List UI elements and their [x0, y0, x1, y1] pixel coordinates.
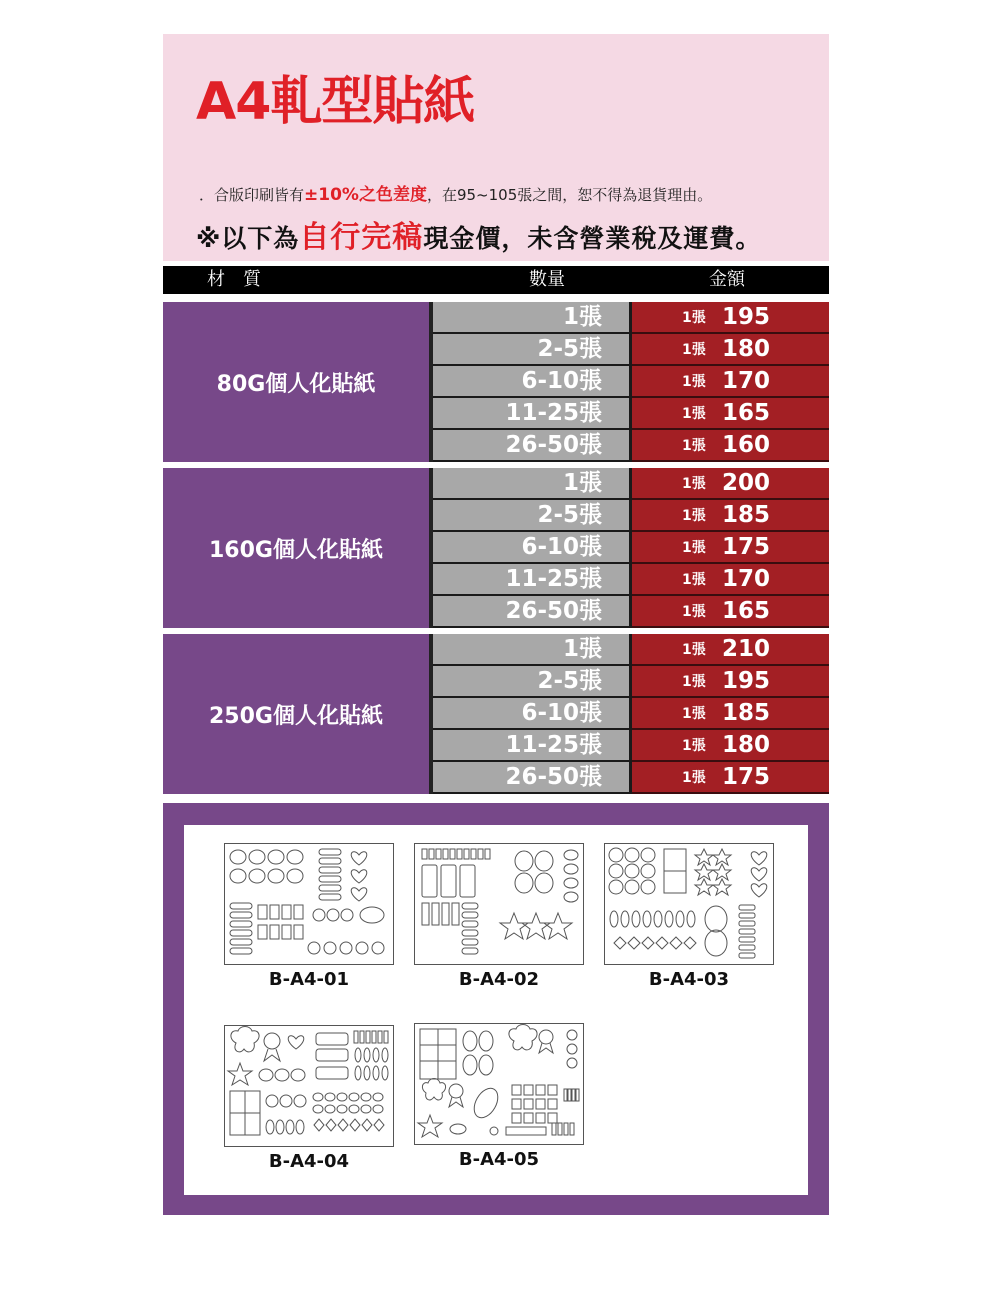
unit-label: 1張	[682, 770, 706, 786]
unit-label: 1張	[682, 738, 706, 754]
quantity-label: 2-5張	[537, 668, 602, 694]
quantity-cell	[433, 500, 629, 532]
quantity-cell	[433, 430, 629, 462]
note2-highlight: 自行完稿	[299, 220, 424, 255]
price-cell	[632, 666, 829, 698]
price-cell	[632, 500, 829, 532]
price-amount: 185	[722, 502, 771, 528]
quantity-cell	[433, 634, 629, 666]
group-rows	[433, 468, 829, 628]
price-cell	[632, 762, 829, 794]
table-row	[433, 500, 829, 532]
quantity-cell	[433, 730, 629, 762]
table-row	[433, 698, 829, 730]
unit-label: 1張	[682, 572, 706, 588]
quantity-cell	[433, 366, 629, 398]
unit-label: 1張	[682, 476, 706, 492]
table-row	[433, 666, 829, 698]
quantity-cell	[433, 398, 629, 430]
quantity-label: 26-50張	[505, 432, 602, 458]
price-cell	[632, 698, 829, 730]
page-title: A4軋型貼紙	[196, 72, 475, 132]
price-cell	[632, 730, 829, 762]
sample-sheet	[604, 843, 774, 993]
column-material: 材 質	[207, 269, 261, 290]
quantity-label: 26-50張	[505, 598, 602, 624]
table-row	[433, 302, 829, 334]
price-cell	[632, 532, 829, 564]
price-cell	[632, 564, 829, 596]
group-label: 250G個人化貼紙	[163, 634, 429, 794]
quantity-cell	[433, 666, 629, 698]
price-cell	[632, 302, 829, 334]
price-cell	[632, 634, 829, 666]
price-amount: 195	[722, 304, 771, 330]
sticker-layout-icon	[414, 843, 584, 965]
sample-code: B-A4-01	[268, 969, 350, 990]
table-row	[433, 532, 829, 564]
sticker-layout-icon	[414, 1023, 584, 1145]
price-group	[163, 468, 829, 628]
quantity-label: 26-50張	[505, 764, 602, 790]
quantity-cell	[433, 468, 629, 500]
group-rows	[433, 302, 829, 462]
quantity-cell	[433, 564, 629, 596]
price-amount: 195	[722, 668, 771, 694]
sample-code: B-A4-04	[268, 1151, 350, 1172]
price-cell	[632, 468, 829, 500]
sticker-layout-icon	[604, 843, 774, 965]
quantity-cell	[433, 762, 629, 794]
quantity-label: 6-10張	[521, 534, 602, 560]
quantity-label: 11-25張	[505, 566, 602, 592]
price-amount: 165	[722, 400, 771, 426]
unit-label: 1張	[682, 604, 706, 620]
sample-sheet	[224, 843, 394, 993]
group-rows	[433, 634, 829, 794]
price-amount: 180	[722, 732, 771, 758]
sample-code: B-A4-05	[458, 1149, 540, 1170]
unit-label: 1張	[682, 508, 706, 524]
unit-label: 1張	[682, 540, 706, 556]
sticker-layout-icon	[224, 1025, 394, 1147]
quantity-label: 1張	[562, 636, 602, 662]
table-header	[163, 266, 829, 294]
quantity-label: 6-10張	[521, 368, 602, 394]
quantity-label: 11-25張	[505, 732, 602, 758]
price-amount: 210	[722, 636, 771, 662]
price-amount: 170	[722, 566, 771, 592]
price-amount: 160	[722, 432, 771, 458]
group-label: 160G個人化貼紙	[163, 468, 429, 628]
price-note	[196, 212, 761, 256]
quantity-cell	[433, 334, 629, 366]
price-amount: 180	[722, 336, 771, 362]
sample-sheet	[224, 1025, 394, 1175]
unit-label: 1張	[682, 706, 706, 722]
note2-prefix: ※以下為	[196, 224, 300, 253]
column-amount: 金額	[709, 269, 745, 290]
header-panel	[163, 34, 829, 261]
note1-prefix: ．合版印刷皆有	[199, 186, 305, 204]
sample-sheet	[414, 843, 584, 993]
price-cell	[632, 596, 829, 628]
unit-label: 1張	[682, 406, 706, 422]
table-row	[433, 334, 829, 366]
price-cell	[632, 430, 829, 462]
sample-sheet	[414, 1023, 584, 1173]
unit-label: 1張	[682, 342, 706, 358]
table-row	[433, 468, 829, 500]
table-row	[433, 430, 829, 462]
sample-code: B-A4-02	[458, 969, 540, 990]
price-cell	[632, 334, 829, 366]
price-group	[163, 302, 829, 462]
color-variance-note	[199, 180, 712, 205]
sample-code: B-A4-03	[648, 969, 730, 990]
quantity-label: 6-10張	[521, 700, 602, 726]
price-amount: 185	[722, 700, 771, 726]
unit-label: 1張	[682, 438, 706, 454]
table-row	[433, 564, 829, 596]
table-row	[433, 634, 829, 666]
quantity-cell	[433, 698, 629, 730]
price-amount: 165	[722, 598, 771, 624]
note1-suffix: ，在95~105張之間，恕不得為退貨理由。	[426, 186, 713, 204]
unit-label: 1張	[682, 642, 706, 658]
unit-label: 1張	[682, 674, 706, 690]
price-cell	[632, 398, 829, 430]
unit-label: 1張	[682, 310, 706, 326]
sticker-layout-icon	[224, 843, 394, 965]
quantity-label: 1張	[562, 304, 602, 330]
note2-suffix: 現金價，未含營業稅及運費。	[423, 224, 762, 253]
group-label: 80G個人化貼紙	[163, 302, 429, 462]
note1-highlight: ±10%之色差度	[304, 185, 427, 205]
unit-label: 1張	[682, 374, 706, 390]
quantity-label: 11-25張	[505, 400, 602, 426]
price-amount: 170	[722, 368, 771, 394]
quantity-label: 2-5張	[537, 336, 602, 362]
samples-inner	[184, 825, 808, 1195]
price-group	[163, 634, 829, 794]
table-row	[433, 596, 829, 628]
samples-panel	[163, 803, 829, 1215]
price-amount: 175	[722, 764, 771, 790]
quantity-label: 2-5張	[537, 502, 602, 528]
quantity-label: 1張	[562, 470, 602, 496]
price-amount: 175	[722, 534, 771, 560]
table-row	[433, 762, 829, 794]
price-amount: 200	[722, 470, 771, 496]
quantity-cell	[433, 532, 629, 564]
table-row	[433, 366, 829, 398]
column-quantity: 數量	[529, 269, 565, 290]
quantity-cell	[433, 596, 629, 628]
table-row	[433, 398, 829, 430]
price-cell	[632, 366, 829, 398]
table-row	[433, 730, 829, 762]
quantity-cell	[433, 302, 629, 334]
